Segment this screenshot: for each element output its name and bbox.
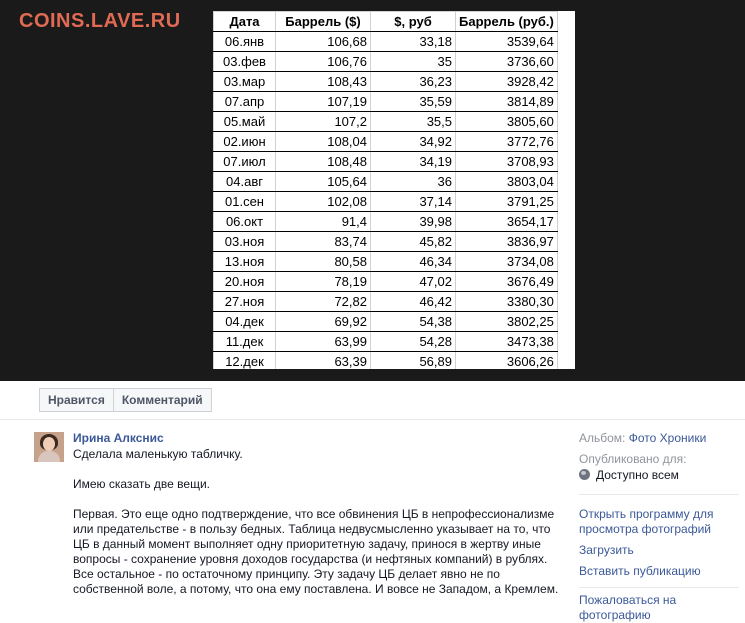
value-cell: 35 [371,52,456,72]
comment-button[interactable]: Комментарий [114,388,212,412]
value-cell: 3708,93 [456,152,558,172]
table-row [214,252,558,272]
value-cell: 35,5 [371,112,456,132]
value-cell: 107,2 [276,112,371,132]
table-row [214,312,558,332]
table-header-cell: Дата [214,12,276,32]
post-paragraph: Имею сказать две вещи. [73,477,211,491]
table-header-cell: $, руб [371,12,456,32]
value-cell: 3380,30 [456,292,558,312]
table-row [214,112,558,132]
value-cell: 36,23 [371,72,456,92]
value-cell: 3836,97 [456,232,558,252]
value-cell: 3654,17 [456,212,558,232]
value-cell: 108,04 [276,132,371,152]
table-header-cell: Баррель (руб.) [456,12,558,32]
published-label: Опубликовано для: [579,452,687,466]
value-cell: 3772,76 [456,132,558,152]
value-cell: 80,58 [276,252,371,272]
table-row [214,52,558,72]
table-row [214,212,558,232]
value-cell: 45,82 [371,232,456,252]
table-row [214,32,558,52]
divider [0,419,745,420]
value-cell: 78,19 [276,272,371,292]
table-row [214,192,558,212]
value-cell: 3473,38 [456,332,558,352]
date-cell: 04.авг [214,172,276,192]
table-row [214,352,558,370]
table-header-cell: Баррель ($) [276,12,371,32]
value-cell: 83,74 [276,232,371,252]
sidebar-divider [579,494,739,495]
value-cell: 3676,49 [456,272,558,292]
value-cell: 106,68 [276,32,371,52]
value-cell: 108,43 [276,72,371,92]
photo-actions [39,388,212,412]
spreadsheet-table [213,11,558,369]
report-photo-link[interactable]: Пожаловаться на фотографию [579,593,677,622]
date-cell: 03.ноя [214,232,276,252]
value-cell: 3734,08 [456,252,558,272]
date-cell: 05.май [214,112,276,132]
globe-icon [579,469,590,480]
audience-label: Доступно всем [596,468,679,482]
value-cell: 3802,25 [456,312,558,332]
value-cell: 108,48 [276,152,371,172]
date-cell: 13.ноя [214,252,276,272]
value-cell: 63,99 [276,332,371,352]
value-cell: 102,08 [276,192,371,212]
value-cell: 105,64 [276,172,371,192]
value-cell: 3791,25 [456,192,558,212]
value-cell: 47,02 [371,272,456,292]
album-label: Альбом: [579,431,626,445]
value-cell: 34,92 [371,132,456,152]
date-cell: 27.ноя [214,292,276,312]
value-cell: 54,28 [371,332,456,352]
date-cell: 07.июл [214,152,276,172]
date-cell: 03.мар [214,72,276,92]
author-name[interactable]: Ирина Алкснис [73,431,164,445]
value-cell: 3736,60 [456,52,558,72]
avatar-face [43,437,55,451]
watermark: COINS.LAVE.RU [19,10,181,32]
value-cell: 46,34 [371,252,456,272]
sidebar-divider [579,587,739,588]
value-cell: 3814,89 [456,92,558,112]
value-cell: 72,82 [276,292,371,312]
table-row [214,272,558,292]
value-cell: 37,14 [371,192,456,212]
table-row [214,232,558,252]
date-cell: 04.дек [214,312,276,332]
table-row [214,92,558,112]
table-row [214,152,558,172]
value-cell: 34,19 [371,152,456,172]
value-cell: 3928,42 [456,72,558,92]
date-cell: 07.апр [214,92,276,112]
date-cell: 06.янв [214,32,276,52]
date-cell: 20.ноя [214,272,276,292]
post-text [73,447,563,612]
value-cell: 36 [371,172,456,192]
value-cell: 54,38 [371,312,456,332]
date-cell: 01.сен [214,192,276,212]
author-avatar[interactable] [34,432,64,462]
value-cell: 91,4 [276,212,371,232]
post-paragraph: Сделала маленькую табличку. [73,447,243,461]
date-cell: 12.дек [214,352,276,370]
table-header-row [214,12,558,32]
audience-selector[interactable] [579,468,679,483]
post-paragraph: Первая. Это еще одно подтверждение, что все обвинения ЦБ в непрофессионализме или предательстве - в пользу бедных. Таблица недвусмысленно указывает на то, что ЦБ в данный момент выполняет одну приоритетную задачу, принося в жертву иные вопросы - сохранение уровня доходов государства (и нефтяных компаний) в рублях. Все остальное - по остаточному принципу. Эту задачу ЦБ делает явно не по собственной воле, а потому, что она ему поставлена. И вовсе не Западом, а Кремлем. [73,507,559,596]
value-cell: 106,76 [276,52,371,72]
value-cell: 3805,60 [456,112,558,132]
photo[interactable] [213,11,575,369]
value-cell: 69,92 [276,312,371,332]
value-cell: 46,42 [371,292,456,312]
like-button[interactable]: Нравится [39,388,114,412]
value-cell: 63,39 [276,352,371,370]
download-link[interactable]: Загрузить [579,543,634,557]
avatar-body [38,451,60,462]
table-row [214,172,558,192]
table-row [214,332,558,352]
album-link[interactable]: Фото Хроники [628,431,707,445]
value-cell: 3539,64 [456,32,558,52]
value-cell: 33,18 [371,32,456,52]
value-cell: 107,19 [276,92,371,112]
date-cell: 02.июн [214,132,276,152]
open-viewer-link[interactable]: Открыть программу для просмотра фотографий [579,507,714,536]
value-cell: 39,98 [371,212,456,232]
value-cell: 3606,26 [456,352,558,370]
value-cell: 3803,04 [456,172,558,192]
date-cell: 06.окт [214,212,276,232]
value-cell: 56,89 [371,352,456,370]
table-row [214,292,558,312]
date-cell: 11.дек [214,332,276,352]
table-row [214,72,558,92]
embed-post-link[interactable]: Вставить публикацию [579,564,701,578]
table-row [214,132,558,152]
value-cell: 35,59 [371,92,456,112]
date-cell: 03.фев [214,52,276,72]
